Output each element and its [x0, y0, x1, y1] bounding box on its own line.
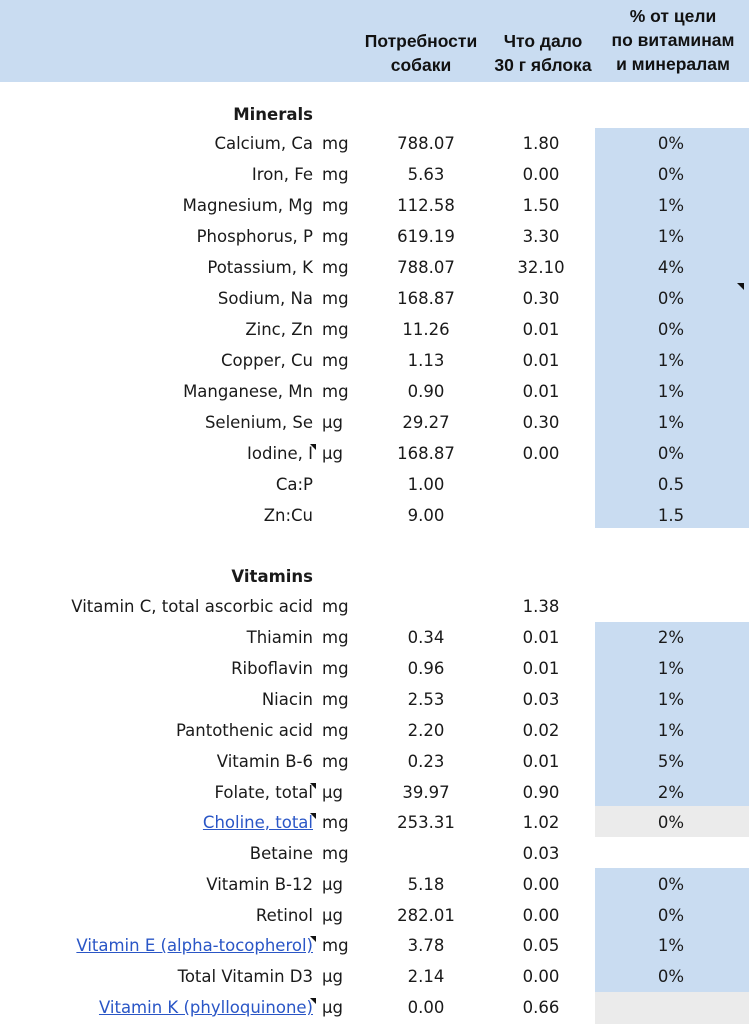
- table-row[interactable]: [0, 591, 749, 622]
- apple-value[interactable]: 32.10: [517, 258, 565, 277]
- table-row[interactable]: [0, 869, 749, 900]
- apple-value[interactable]: 0.03: [522, 844, 560, 863]
- nutrient-unit[interactable]: µg: [322, 998, 343, 1017]
- nutrient-name[interactable]: [247, 443, 313, 465]
- apple-value[interactable]: 0.01: [522, 628, 560, 647]
- section-title-label[interactable]: Minerals: [233, 105, 313, 124]
- need-value[interactable]: 2.20: [407, 721, 445, 740]
- nutrient-link-vitamin-k[interactable]: Vitamin K (phylloquinone): [98, 998, 313, 1017]
- table-row[interactable]: [0, 252, 749, 283]
- percent-value[interactable]: 0%: [657, 906, 685, 925]
- apple-value[interactable]: 0.00: [522, 165, 560, 184]
- need-value[interactable]: 2.14: [407, 967, 445, 986]
- apple-value[interactable]: 0.03: [522, 690, 560, 709]
- nutrient-unit[interactable]: mg: [322, 320, 349, 339]
- table-row[interactable]: [0, 500, 749, 531]
- need-value[interactable]: 11.26: [402, 320, 450, 339]
- apple-value[interactable]: 0.01: [522, 382, 560, 401]
- section-title-minerals: [0, 99, 749, 130]
- need-value[interactable]: 5.18: [407, 875, 445, 894]
- percent-value[interactable]: 0%: [657, 320, 685, 339]
- column-header-need[interactable]: Потребности собаки: [364, 31, 478, 75]
- nutrient-unit[interactable]: mg: [322, 382, 349, 401]
- apple-value[interactable]: 1.02: [522, 813, 560, 832]
- nutrient-unit[interactable]: mg: [322, 690, 349, 709]
- nutrient-unit[interactable]: mg: [322, 351, 349, 370]
- nutrient-name[interactable]: Calcium, Ca: [214, 134, 313, 153]
- nutrient-name[interactable]: Vitamin B-6: [216, 752, 313, 771]
- apple-value[interactable]: 0.30: [522, 289, 560, 308]
- apple-value[interactable]: 0.00: [522, 875, 560, 894]
- table-row[interactable]: [0, 190, 749, 221]
- table-row[interactable]: [0, 992, 749, 1023]
- percent-value[interactable]: 5%: [657, 752, 685, 771]
- apple-value[interactable]: 0.05: [522, 936, 560, 955]
- need-value[interactable]: 1.00: [407, 475, 445, 494]
- table-row[interactable]: [0, 622, 749, 653]
- apple-value[interactable]: 1.38: [522, 597, 560, 616]
- need-value[interactable]: 788.07: [397, 134, 455, 153]
- nutrient-link-choline[interactable]: Choline, total: [202, 813, 313, 832]
- percent-value[interactable]: 0%: [657, 134, 685, 153]
- nutrient-unit[interactable]: mg: [322, 258, 349, 277]
- nutrient-unit[interactable]: mg: [322, 844, 349, 863]
- apple-value[interactable]: 0.90: [522, 783, 560, 802]
- need-value[interactable]: 3.78: [407, 936, 445, 955]
- percent-value[interactable]: 0%: [657, 444, 685, 463]
- table-row[interactable]: [0, 746, 749, 777]
- percent-value[interactable]: 1%: [657, 413, 685, 432]
- percent-value[interactable]: 4%: [657, 258, 685, 277]
- nutrient-unit[interactable]: mg: [322, 813, 349, 832]
- nutrient-unit[interactable]: µg: [322, 783, 343, 802]
- percent-value[interactable]: 1.5: [657, 506, 685, 525]
- nutrient-name[interactable]: [99, 997, 313, 1019]
- percent-value[interactable]: 0%: [657, 165, 685, 184]
- table-row[interactable]: [0, 930, 749, 961]
- percent-value[interactable]: 1%: [657, 351, 685, 370]
- nutrient-unit[interactable]: mg: [322, 628, 349, 647]
- nutrient-unit[interactable]: mg: [322, 196, 349, 215]
- nutrient-name[interactable]: [76, 935, 313, 957]
- nutrient-name-text[interactable]: Iodine, I: [247, 444, 313, 463]
- nutrient-name-text[interactable]: Folate, total: [214, 783, 313, 802]
- comment-indicator-icon[interactable]: [310, 444, 316, 450]
- apple-value[interactable]: 0.30: [522, 413, 560, 432]
- need-value[interactable]: 619.19: [397, 227, 455, 246]
- table-row[interactable]: [0, 807, 749, 838]
- comment-indicator-icon[interactable]: [310, 783, 316, 789]
- need-value[interactable]: 0.96: [407, 659, 445, 678]
- percent-value[interactable]: 2%: [657, 783, 685, 802]
- need-value[interactable]: 0.34: [407, 628, 445, 647]
- percent-value[interactable]: 0%: [657, 967, 685, 986]
- table-row[interactable]: [0, 376, 749, 407]
- nutrient-name[interactable]: Manganese, Mn: [183, 382, 313, 401]
- nutrient-name[interactable]: Sodium, Na: [217, 289, 313, 308]
- comment-indicator-icon[interactable]: [310, 813, 316, 819]
- table-row[interactable]: [0, 159, 749, 190]
- percent-value[interactable]: 0%: [657, 813, 685, 832]
- need-value[interactable]: 5.63: [407, 165, 445, 184]
- apple-value[interactable]: 0.00: [522, 444, 560, 463]
- percent-value[interactable]: 1%: [657, 227, 685, 246]
- need-value[interactable]: 112.58: [397, 196, 455, 215]
- percent-value[interactable]: 1%: [657, 936, 685, 955]
- need-value[interactable]: 39.97: [402, 783, 450, 802]
- nutrient-name[interactable]: Copper, Cu: [221, 351, 313, 370]
- nutrient-name[interactable]: Potassium, K: [207, 258, 313, 277]
- nutrient-name[interactable]: Ca:P: [275, 475, 313, 494]
- need-value[interactable]: 1.13: [407, 351, 445, 370]
- nutrient-name[interactable]: [203, 812, 313, 834]
- apple-value[interactable]: 0.02: [522, 721, 560, 740]
- nutrient-unit[interactable]: µg: [322, 413, 343, 432]
- need-value[interactable]: 9.00: [407, 506, 445, 525]
- nutrient-unit[interactable]: mg: [322, 134, 349, 153]
- percent-value[interactable]: 1%: [657, 690, 685, 709]
- table-row[interactable]: [0, 221, 749, 252]
- percent-value[interactable]: 1%: [657, 659, 685, 678]
- table-row[interactable]: [0, 314, 749, 345]
- apple-value[interactable]: 0.66: [522, 998, 560, 1017]
- section-title-label[interactable]: Vitamins: [231, 567, 313, 586]
- column-header-percent[interactable]: % от цели по витаминам и минералам: [611, 6, 735, 74]
- apple-value[interactable]: 0.01: [522, 752, 560, 771]
- table-row[interactable]: [0, 345, 749, 376]
- table-row[interactable]: [0, 438, 749, 469]
- nutrient-name[interactable]: Vitamin B-12: [206, 875, 313, 894]
- need-value[interactable]: 0.23: [407, 752, 445, 771]
- need-value[interactable]: 0.90: [407, 382, 445, 401]
- nutrient-name[interactable]: Betaine: [249, 844, 313, 863]
- need-value[interactable]: 788.07: [397, 258, 455, 277]
- table-row[interactable]: [0, 684, 749, 715]
- apple-value[interactable]: 0.00: [522, 906, 560, 925]
- nutrient-name[interactable]: Total Vitamin D3: [177, 967, 313, 986]
- percent-value[interactable]: 1%: [657, 721, 685, 740]
- nutrient-name[interactable]: Pantothenic acid: [175, 721, 313, 740]
- nutrient-unit[interactable]: mg: [322, 721, 349, 740]
- apple-value[interactable]: 0.01: [522, 320, 560, 339]
- nutrient-unit[interactable]: mg: [322, 227, 349, 246]
- nutrient-link-vitamin-e[interactable]: Vitamin E (alpha-tocopherol): [76, 936, 313, 955]
- need-value[interactable]: 168.87: [397, 444, 455, 463]
- need-value[interactable]: 282.01: [397, 906, 455, 925]
- need-value[interactable]: 168.87: [397, 289, 455, 308]
- table-row[interactable]: [0, 653, 749, 684]
- nutrient-unit[interactable]: µg: [322, 906, 343, 925]
- nutrient-name[interactable]: Phosphorus, P: [196, 227, 313, 246]
- table-row[interactable]: [0, 283, 749, 314]
- nutrient-unit[interactable]: mg: [322, 165, 349, 184]
- nutrient-name[interactable]: Magnesium, Mg: [182, 196, 313, 215]
- nutrient-name[interactable]: Thiamin: [246, 628, 313, 647]
- percent-value[interactable]: 0.5: [657, 475, 685, 494]
- percent-value[interactable]: 0%: [657, 289, 685, 308]
- apple-value[interactable]: 0.00: [522, 967, 560, 986]
- nutrient-unit[interactable]: mg: [322, 659, 349, 678]
- table-row[interactable]: [0, 469, 749, 500]
- nutrient-unit[interactable]: µg: [322, 875, 343, 894]
- apple-value[interactable]: 1.50: [522, 196, 560, 215]
- percent-value[interactable]: 1%: [657, 196, 685, 215]
- need-value[interactable]: 2.53: [407, 690, 445, 709]
- column-header-apple[interactable]: Что дало 30 г яблока: [494, 31, 592, 75]
- percent-value[interactable]: 0%: [657, 875, 685, 894]
- table-row[interactable]: [0, 838, 749, 869]
- nutrient-name[interactable]: Vitamin C, total ascorbic acid: [71, 597, 313, 616]
- nutrient-name[interactable]: Riboflavin: [231, 659, 313, 678]
- apple-value[interactable]: 0.01: [522, 659, 560, 678]
- nutrient-unit[interactable]: mg: [322, 752, 349, 771]
- table-row[interactable]: [0, 777, 749, 808]
- section-title-vitamins: [0, 561, 749, 592]
- apple-value[interactable]: 3.30: [522, 227, 560, 246]
- comment-indicator-icon[interactable]: [310, 998, 316, 1004]
- need-value[interactable]: 253.31: [397, 813, 455, 832]
- percent-value[interactable]: 2%: [657, 628, 685, 647]
- nutrient-name[interactable]: Selenium, Se: [204, 413, 313, 432]
- nutrient-name[interactable]: [214, 782, 313, 804]
- apple-value[interactable]: 0.01: [522, 351, 560, 370]
- table-row[interactable]: [0, 900, 749, 931]
- percent-value[interactable]: 1%: [657, 382, 685, 401]
- nutrient-unit[interactable]: mg: [322, 289, 349, 308]
- need-value[interactable]: 0.00: [407, 998, 445, 1017]
- nutrient-name[interactable]: Zinc, Zn: [245, 320, 313, 339]
- table-row[interactable]: [0, 407, 749, 438]
- table-row[interactable]: [0, 128, 749, 159]
- nutrient-unit[interactable]: µg: [322, 444, 343, 463]
- nutrient-unit[interactable]: mg: [322, 936, 349, 955]
- comment-indicator-icon[interactable]: [310, 936, 316, 942]
- need-value[interactable]: 29.27: [402, 413, 450, 432]
- table-row[interactable]: [0, 961, 749, 992]
- nutrient-name[interactable]: Niacin: [261, 690, 313, 709]
- nutrient-name[interactable]: Zn:Cu: [263, 506, 313, 525]
- nutrient-unit[interactable]: µg: [322, 967, 343, 986]
- nutrient-unit[interactable]: mg: [322, 597, 349, 616]
- nutrient-name[interactable]: Retinol: [255, 906, 313, 925]
- apple-value[interactable]: 1.80: [522, 134, 560, 153]
- nutrient-name[interactable]: Iron, Fe: [251, 165, 313, 184]
- table-header: [0, 0, 749, 82]
- table-row[interactable]: [0, 715, 749, 746]
